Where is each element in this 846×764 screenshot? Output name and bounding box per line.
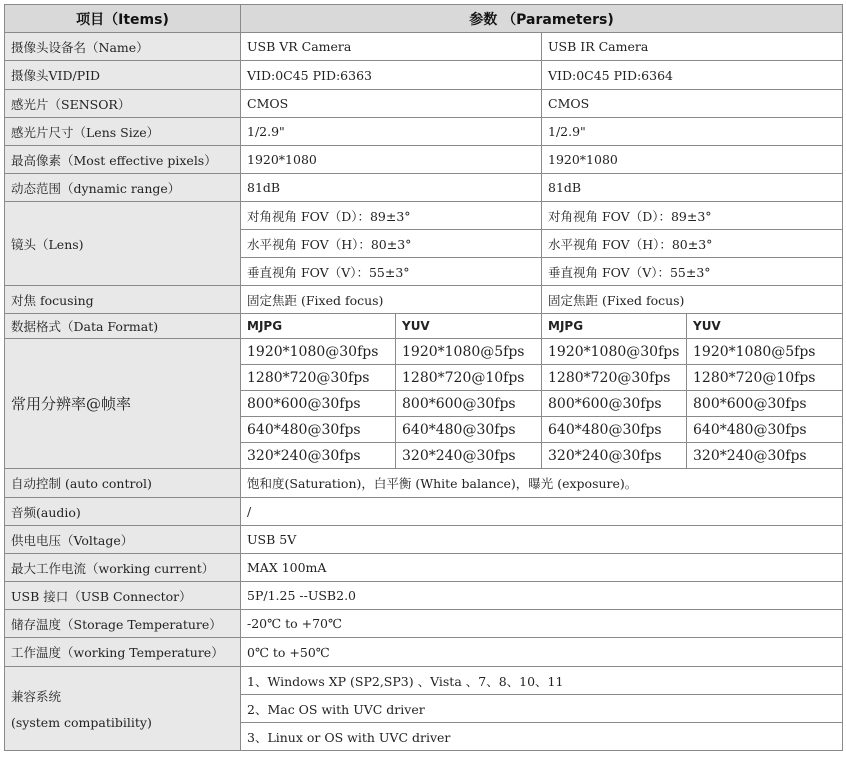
- ir-fov-diagonal: 对角视角 FOV（D）：89±3°: [542, 202, 843, 230]
- row-label-audio: 音频(audio): [5, 498, 241, 526]
- resolution-cell: 320*240@30fps: [542, 443, 687, 469]
- usb-value: 5P/1.25 --USB2.0: [241, 582, 843, 610]
- table-row: [5, 202, 843, 230]
- resolution-cell: 640*480@30fps: [241, 417, 396, 443]
- vr-fov-diagonal: 对角视角 FOV（D）：89±3°: [241, 202, 542, 230]
- vr-focusing: 固定焦距 (Fixed focus): [241, 286, 542, 314]
- audio-value: /: [241, 498, 843, 526]
- table-row: [5, 174, 843, 202]
- table-row: [5, 146, 843, 174]
- compat-linux: 3、Linux or OS with UVC driver: [241, 723, 843, 751]
- table-row: [5, 582, 843, 610]
- resolution-cell: 1280*720@10fps: [396, 365, 542, 391]
- compat-label-cn: 兼容系统: [11, 689, 62, 704]
- vr-fov-vertical: 垂直视角 FOV（V）：55±3°: [241, 258, 542, 286]
- row-label-lens: 镜头（Lens): [5, 202, 241, 286]
- ir-focusing: 固定焦距 (Fixed focus): [542, 286, 843, 314]
- resolution-cell: 640*480@30fps: [542, 417, 687, 443]
- resolution-cell: 1920*1080@30fps: [542, 339, 687, 365]
- table-row: [5, 610, 843, 638]
- header-items: 项目（Items): [5, 5, 241, 33]
- row-label-compat: [5, 667, 241, 751]
- compat-mac: 2、Mac OS with UVC driver: [241, 695, 843, 723]
- resolution-cell: 1280*720@10fps: [687, 365, 843, 391]
- row-label-auto-control: 自动控制 (auto control): [5, 469, 241, 498]
- row-label-dynamic-range: 动态范围（dynamic range）: [5, 174, 241, 202]
- vr-format-yuv: YUV: [396, 314, 542, 339]
- vr-pixels: 1920*1080: [241, 146, 542, 174]
- row-label-working-temp: 工作温度（working Temperature）: [5, 638, 241, 667]
- resolution-cell: 320*240@30fps: [687, 443, 843, 469]
- resolution-cell: 320*240@30fps: [396, 443, 542, 469]
- compat-label-en: (system compatibility): [11, 715, 152, 730]
- resolution-cell: 320*240@30fps: [241, 443, 396, 469]
- spec-table: [4, 4, 843, 751]
- table-row: [5, 667, 843, 695]
- row-label-name: 摄像头设备名（Name）: [5, 33, 241, 61]
- vr-sensor: CMOS: [241, 90, 542, 118]
- row-label-lens-size: 感光片尺寸（Lens Size）: [5, 118, 241, 146]
- resolution-cell: 1920*1080@5fps: [687, 339, 843, 365]
- table-row: [5, 638, 843, 667]
- resolution-cell: 640*480@30fps: [396, 417, 542, 443]
- ir-sensor: CMOS: [542, 90, 843, 118]
- ir-format-yuv: YUV: [687, 314, 843, 339]
- working-temp-value: 0℃ to +50℃: [241, 638, 843, 667]
- resolution-cell: 640*480@30fps: [687, 417, 843, 443]
- row-label-storage-temp: 储存温度（Storage Temperature）: [5, 610, 241, 638]
- auto-control-value: 饱和度(Saturation)，白平衡 (White balance)，曝光 (exposure)。: [241, 469, 843, 498]
- voltage-value: USB 5V: [241, 526, 843, 554]
- table-row: [5, 526, 843, 554]
- resolution-cell: 1920*1080@5fps: [396, 339, 542, 365]
- table-row: [5, 90, 843, 118]
- ir-dynamic-range: 81dB: [542, 174, 843, 202]
- table-row: [5, 61, 843, 90]
- table-row: [5, 498, 843, 526]
- resolution-cell: 1280*720@30fps: [241, 365, 396, 391]
- storage-temp-value: -20℃ to +70℃: [241, 610, 843, 638]
- row-label-sensor: 感光片（SENSOR）: [5, 90, 241, 118]
- vr-format-mjpg: MJPG: [241, 314, 396, 339]
- row-label-data-format: 数据格式（Data Format): [5, 314, 241, 339]
- row-label-pixels: 最高像素（Most effective pixels）: [5, 146, 241, 174]
- vr-fov-horizontal: 水平视角 FOV（H）：80±3°: [241, 230, 542, 258]
- resolution-cell: 1920*1080@30fps: [241, 339, 396, 365]
- row-label-usb: USB 接口（USB Connector）: [5, 582, 241, 610]
- vr-vidpid: VID:0C45 PID:6363: [241, 61, 542, 90]
- current-value: MAX 100mA: [241, 554, 843, 582]
- resolution-cell: 800*600@30fps: [687, 391, 843, 417]
- row-label-resolution: 常用分辨率@帧率: [5, 339, 241, 469]
- table-row: [5, 314, 843, 339]
- table-row: [5, 339, 843, 365]
- header-parameters: 参数 （Parameters): [241, 5, 843, 33]
- table-row: [5, 554, 843, 582]
- table-row: [5, 469, 843, 498]
- row-label-focusing: 对焦 focusing: [5, 286, 241, 314]
- ir-camera-name: USB IR Camera: [542, 33, 843, 61]
- vr-lens-size: 1/2.9": [241, 118, 542, 146]
- ir-fov-horizontal: 水平视角 FOV（H）：80±3°: [542, 230, 843, 258]
- vr-camera-name: USB VR Camera: [241, 33, 542, 61]
- compat-windows: 1、Windows XP (SP2,SP3) 、Vista 、7、8、10、11: [241, 667, 843, 695]
- table-row: [5, 118, 843, 146]
- table-row: [5, 33, 843, 61]
- header-row: [5, 5, 843, 33]
- resolution-cell: 800*600@30fps: [241, 391, 396, 417]
- ir-vidpid: VID:0C45 PID:6364: [542, 61, 843, 90]
- row-label-current: 最大工作电流（working current）: [5, 554, 241, 582]
- row-label-vidpid: 摄像头VID/PID: [5, 61, 241, 90]
- vr-dynamic-range: 81dB: [241, 174, 542, 202]
- resolution-cell: 1280*720@30fps: [542, 365, 687, 391]
- ir-format-mjpg: MJPG: [542, 314, 687, 339]
- ir-fov-vertical: 垂直视角 FOV（V）：55±3°: [542, 258, 843, 286]
- resolution-cell: 800*600@30fps: [542, 391, 687, 417]
- table-row: [5, 286, 843, 314]
- ir-pixels: 1920*1080: [542, 146, 843, 174]
- ir-lens-size: 1/2.9": [542, 118, 843, 146]
- resolution-cell: 800*600@30fps: [396, 391, 542, 417]
- row-label-voltage: 供电电压（Voltage）: [5, 526, 241, 554]
